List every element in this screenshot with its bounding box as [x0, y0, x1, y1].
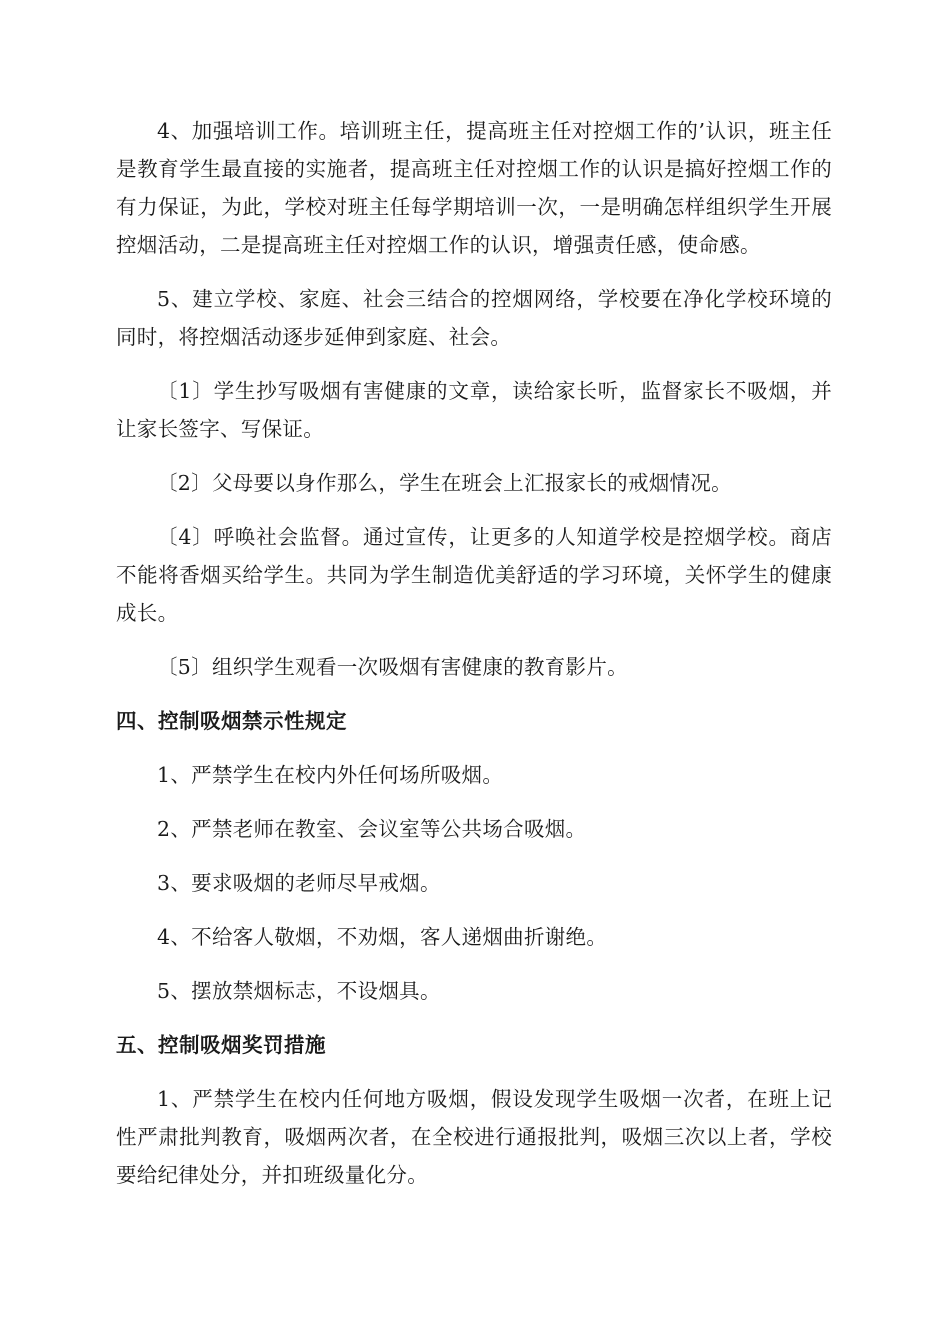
- prohibition-item: 1、严禁学生在校内外任何场所吸烟。: [157, 763, 504, 787]
- paragraph-item-1: 〔1〕学生抄写吸烟有害健康的文章，读给家长听，监督家长不吸烟，并让家长签字、写保证。: [116, 379, 832, 441]
- paragraph-item-4: 〔4〕呼唤社会监督。通过宣传，让更多的人知道学校是控烟学校。商店不能将香烟买给学生。共同为学生制造优美舒适的学习环境，关怀学生的健康成长。: [116, 525, 832, 625]
- section-heading-prohibitions: 四、控制吸烟禁示性规定: [116, 709, 347, 733]
- paragraph-network: 5、建立学校、家庭、社会三结合的控烟网络，学校要在净化学校环境的同时，将控烟活动逐步延伸到家庭、社会。: [116, 287, 832, 349]
- paragraph-item-2: 〔2〕父母要以身作那么，学生在班会上汇报家长的戒烟情况。: [157, 471, 732, 495]
- penalty-item: 1、严禁学生在校内任何地方吸烟，假设发现学生吸烟一次者，在班上记性严肃批判教育，吸烟两次者，在全校进行通报批判，吸烟三次以上者，学校要给纪律处分，并扣班级量化分。: [116, 1087, 832, 1187]
- prohibition-item: 3、要求吸烟的老师尽早戒烟。: [157, 871, 441, 895]
- prohibition-item: 2、严禁老师在教室、会议室等公共场合吸烟。: [157, 817, 587, 841]
- prohibition-item: 4、不给客人敬烟，不劝烟，客人递烟曲折谢绝。: [157, 925, 608, 949]
- section-heading-rewards-penalties: 五、控制吸烟奖罚措施: [116, 1033, 326, 1057]
- paragraph-item-5: 〔5〕组织学生观看一次吸烟有害健康的教育影片。: [157, 655, 628, 679]
- document-body: [116, 112, 832, 1210]
- prohibition-item: 5、摆放禁烟标志，不设烟具。: [157, 979, 441, 1003]
- paragraph-training: 4、加强培训工作。培训班主任，提高班主任对控烟工作的’认识，班主任是教育学生最直接的实施者，提高班主任对控烟工作的认识是搞好控烟工作的有力保证，为此，学校对班主任每学期培训一次，一是明确怎样组织学生开展控烟活动，二是提高班主任对控烟工作的认识，增强责任感，使命感。: [116, 119, 832, 257]
